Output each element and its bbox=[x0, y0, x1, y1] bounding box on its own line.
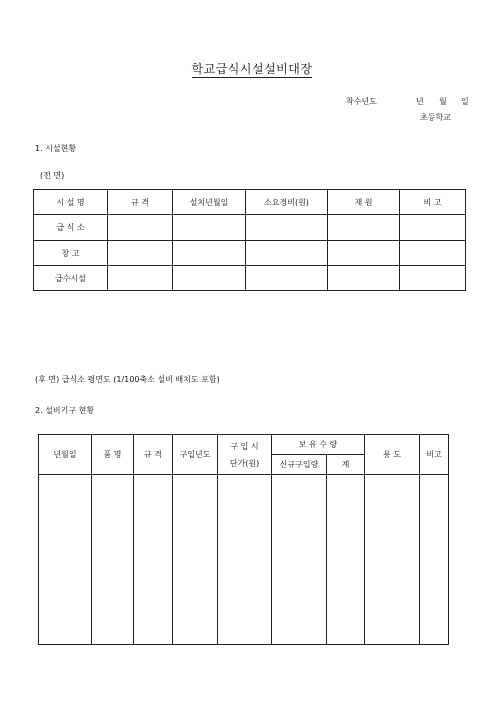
date-unit-month: 월 bbox=[439, 97, 447, 106]
col-remark: 비고 bbox=[420, 435, 449, 475]
col-cost: 소요경비(원) bbox=[246, 190, 328, 215]
equipment-table bbox=[38, 434, 449, 645]
col-usage: 용 도 bbox=[365, 435, 420, 475]
equipment-header-row-1 bbox=[39, 435, 449, 455]
back-page-note: (후 면) 급식소 평면도 (1/100축소 설비 배치도 포함) bbox=[35, 375, 220, 384]
school-label: 초등학교 bbox=[420, 113, 451, 122]
section2-heading: 2. 설비기구 현황 bbox=[35, 406, 95, 415]
col-holdings: 보 유 수 량 bbox=[272, 435, 365, 455]
col-remark: 비 고 bbox=[400, 190, 466, 215]
facility-header-row bbox=[34, 190, 466, 215]
table-row bbox=[34, 266, 466, 291]
table-row bbox=[34, 215, 466, 241]
section1-subheading: (전 면) bbox=[40, 171, 65, 180]
section1-heading: 1. 시설현황 bbox=[35, 144, 77, 153]
document-title: 학교급식시설설비대장 bbox=[191, 62, 313, 76]
date-unit-day: 일 bbox=[461, 97, 469, 106]
col-year-month: 년월일 bbox=[39, 435, 92, 475]
col-purchase-year: 구입년도 bbox=[173, 435, 218, 475]
col-unit-price bbox=[218, 435, 272, 475]
table-row bbox=[39, 475, 449, 645]
row-label-storage: 창 고 bbox=[34, 241, 108, 266]
col-total: 계 bbox=[327, 455, 365, 475]
col-item: 품 명 bbox=[92, 435, 134, 475]
table-row bbox=[34, 241, 466, 266]
row-label-water-supply: 급수시설 bbox=[34, 266, 108, 291]
facility-table bbox=[33, 189, 466, 291]
col-new-purchase: 신규구입량 bbox=[272, 455, 327, 475]
col-spec: 규 격 bbox=[108, 190, 173, 215]
col-facility-name: 시 설 명 bbox=[34, 190, 108, 215]
row-label-cafeteria: 급 식 소 bbox=[34, 215, 108, 241]
col-spec: 규 격 bbox=[134, 435, 173, 475]
date-unit-year: 년 bbox=[416, 97, 424, 106]
col-funding: 재 원 bbox=[328, 190, 400, 215]
col-unit-price-line1: 구 입 시 bbox=[230, 441, 259, 451]
date-label: 착수년도 bbox=[346, 97, 377, 106]
col-install-date: 설치년월일 bbox=[173, 190, 246, 215]
col-unit-price-line2: 단가(원) bbox=[229, 458, 260, 468]
